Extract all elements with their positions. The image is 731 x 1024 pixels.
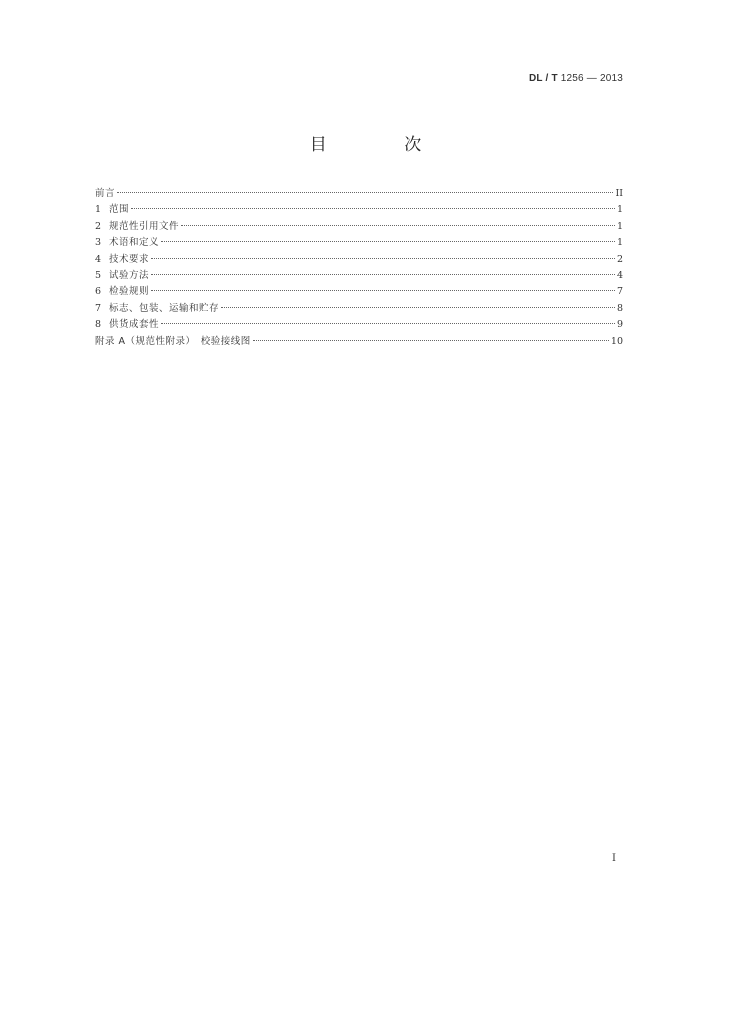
toc-leader [151, 258, 615, 259]
toc-page-number: II [615, 188, 623, 199]
standard-number: 1256 — 2013 [560, 73, 623, 84]
toc-leader [151, 290, 615, 291]
toc-label: 规范性引用文件 [109, 220, 180, 232]
toc-page-number: 7 [616, 286, 623, 298]
page-number: I [612, 853, 616, 864]
toc-section-number: 2 [95, 220, 102, 232]
toc-page-number: 4 [616, 269, 623, 281]
toc-page-number: 10 [610, 335, 623, 347]
toc-label: 术语和定义 [109, 237, 160, 249]
toc-section-number: 4 [95, 253, 102, 265]
toc-row-inspection-rules[interactable] [95, 284, 623, 300]
toc-row-appendix-a[interactable] [95, 334, 623, 350]
toc-page-number: 2 [616, 253, 623, 265]
toc-row-supply-completeness[interactable] [95, 317, 623, 333]
toc-label: 检验规则 [109, 286, 150, 298]
toc-page-number: 1 [616, 237, 623, 249]
toc-page-number: 8 [616, 302, 623, 314]
toc-row-foreword[interactable] [95, 186, 623, 202]
toc-leader [161, 323, 615, 324]
page-title: 目 次 [309, 135, 458, 155]
toc-label: 前言 [95, 188, 116, 199]
toc-leader [161, 241, 615, 242]
toc-row-test-methods[interactable] [95, 268, 623, 284]
standard-prefix: DL / T [528, 73, 558, 84]
toc-label: 标志、包装、运输和贮存 [109, 302, 220, 314]
toc-page-number: 1 [616, 204, 623, 216]
toc-label: 供货成套性 [109, 319, 160, 331]
toc-leader [253, 340, 609, 341]
toc-label: 附录 A（规范性附录） 校验接线图 [95, 335, 251, 347]
toc-section-number: 5 [95, 269, 102, 281]
toc-row-scope[interactable] [95, 202, 623, 218]
toc-leader [151, 274, 615, 275]
toc-label: 技术要求 [109, 253, 150, 265]
toc-label: 试验方法 [109, 269, 150, 281]
toc-leader [181, 225, 615, 226]
toc-label: 范围 [109, 204, 130, 216]
toc-leader [131, 208, 615, 209]
toc-row-marking-packaging[interactable] [95, 301, 623, 317]
toc-section-number: 1 [95, 204, 102, 216]
toc-leader [117, 192, 613, 193]
toc-row-technical-requirements[interactable] [95, 252, 623, 268]
table-of-contents [95, 186, 623, 350]
toc-leader [221, 307, 615, 308]
toc-row-normative-references[interactable] [95, 219, 623, 235]
standard-code [529, 73, 623, 84]
toc-section-number: 7 [95, 302, 102, 314]
toc-page-number: 1 [616, 220, 623, 232]
toc-page-number: 9 [616, 319, 623, 331]
toc-section-number: 6 [95, 286, 102, 298]
toc-section-number: 3 [95, 237, 102, 249]
toc-row-terms-definitions[interactable] [95, 235, 623, 251]
toc-section-number: 8 [95, 319, 102, 331]
